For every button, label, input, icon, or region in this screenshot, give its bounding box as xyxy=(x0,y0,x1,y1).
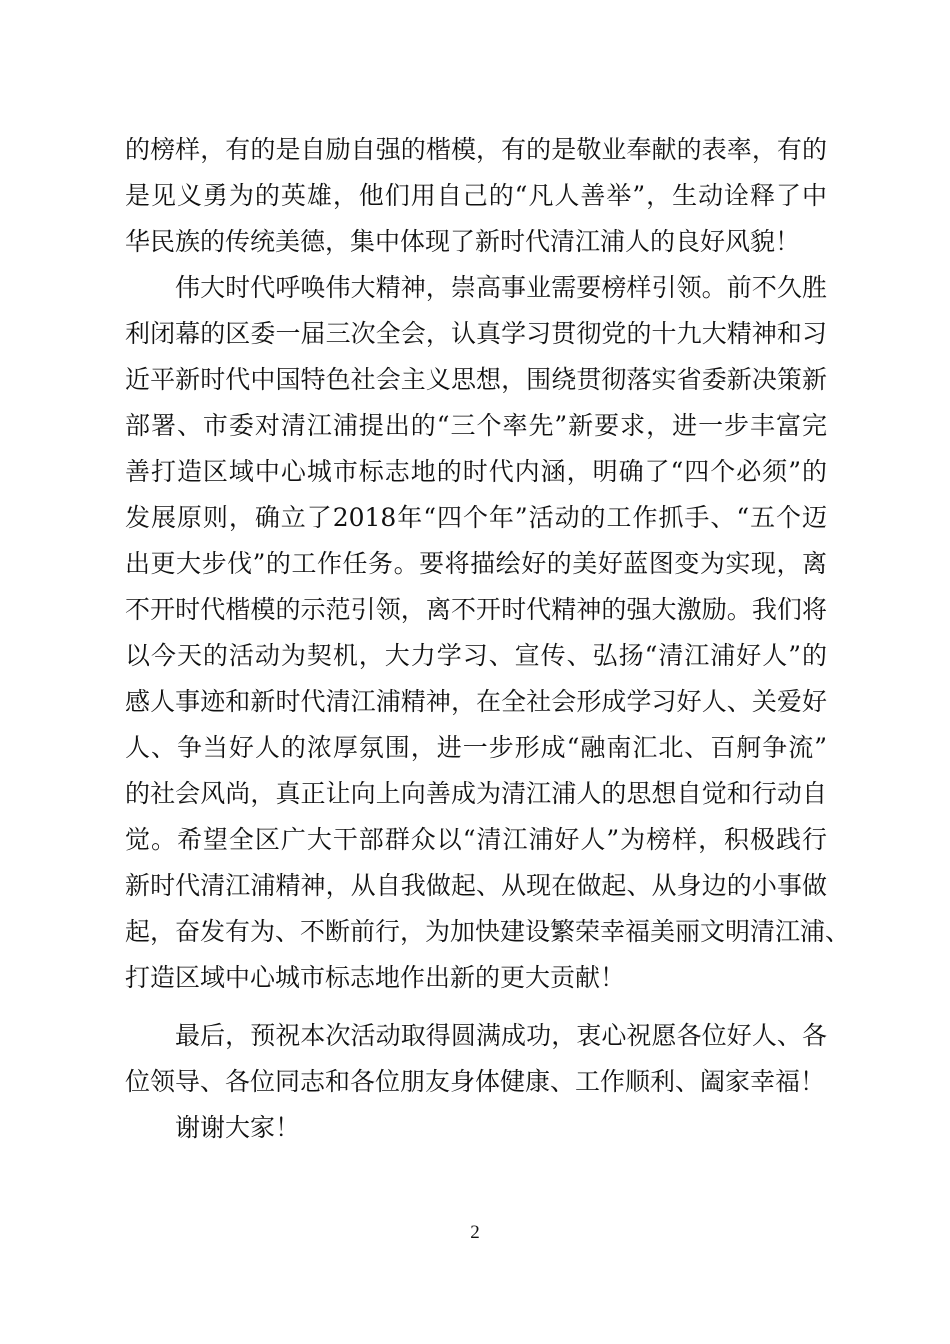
paragraph-line: 起，奋发有为、不断前行，为加快建设繁荣幸福美丽文明清江浦、 xyxy=(125,917,851,946)
paragraph-line: 不开时代楷模的示范引领，离不开时代精神的强大激励。我们将 xyxy=(125,595,827,624)
paragraph-line: 是见义勇为的英雄，他们用自己的“凡人善举”，生动诠释了中 xyxy=(125,181,827,210)
paragraph-4 xyxy=(125,1105,827,1151)
page-number: 2 xyxy=(470,1222,480,1243)
paragraph-line: 利闭幕的区委一届三次全会，认真学习贯彻党的十九大精神和习 xyxy=(125,319,827,348)
paragraph-line: 人、争当好人的浓厚氛围，进一步形成“融南汇北、百舸争流” xyxy=(125,733,827,762)
paragraph-line: 的社会风尚，真正让向上向善成为清江浦人的思想自觉和行动自 xyxy=(125,779,827,808)
paragraph-line: 新时代清江浦精神，从自我做起、从现在做起、从身边的小事做 xyxy=(125,871,827,900)
paragraph-line: 华民族的传统美德，集中体现了新时代清江浦人的良好风貌！ xyxy=(125,227,801,256)
paragraph-line: 伟大时代呼唤伟大精神，崇高事业需要榜样引领。前不久胜 xyxy=(175,273,827,302)
paragraph-line: 最后，预祝本次活动取得圆满成功，衷心祝愿各位好人、各 xyxy=(175,1021,827,1050)
paragraph-line: 谢谢大家！ xyxy=(175,1113,301,1142)
paragraph-line: 以今天的活动为契机，大力学习、宣传、弘扬“清江浦好人”的 xyxy=(125,641,827,670)
paragraph-line: 位领导、各位同志和各位朋友身体健康、工作顺利、阖家幸福！ xyxy=(125,1067,826,1096)
paragraph-line: 近平新时代中国特色社会主义思想，围绕贯彻落实省委新决策新 xyxy=(125,365,827,394)
paragraph-line: 的榜样，有的是自励自强的楷模，有的是敬业奉献的表率，有的 xyxy=(125,135,827,164)
paragraph-line: 出更大步伐”的工作任务。要将描绘好的美好蓝图变为实现，离 xyxy=(125,549,827,578)
paragraph-line: 发展原则，确立了2018年“四个年”活动的工作抓手、“五个迈 xyxy=(125,503,827,532)
paragraph-gap xyxy=(125,1001,827,1013)
paragraph-2 xyxy=(125,265,851,1001)
paragraph-line: 打造区域中心城市标志地作出新的更大贡献！ xyxy=(125,963,626,992)
paragraph-line: 感人事迹和新时代清江浦精神，在全社会形成学习好人、关爱好 xyxy=(125,687,827,716)
paragraph-line: 觉。希望全区广大干部群众以“清江浦好人”为榜样，积极践行 xyxy=(125,825,827,854)
paragraph-3 xyxy=(125,1013,827,1105)
body-text xyxy=(125,127,851,1151)
paragraph-1 xyxy=(125,127,827,265)
paragraph-line: 善打造区域中心城市标志地的时代内涵，明确了“四个必须”的 xyxy=(125,457,827,486)
paragraph-line: 部署、市委对清江浦提出的“三个率先”新要求，进一步丰富完 xyxy=(125,411,827,440)
